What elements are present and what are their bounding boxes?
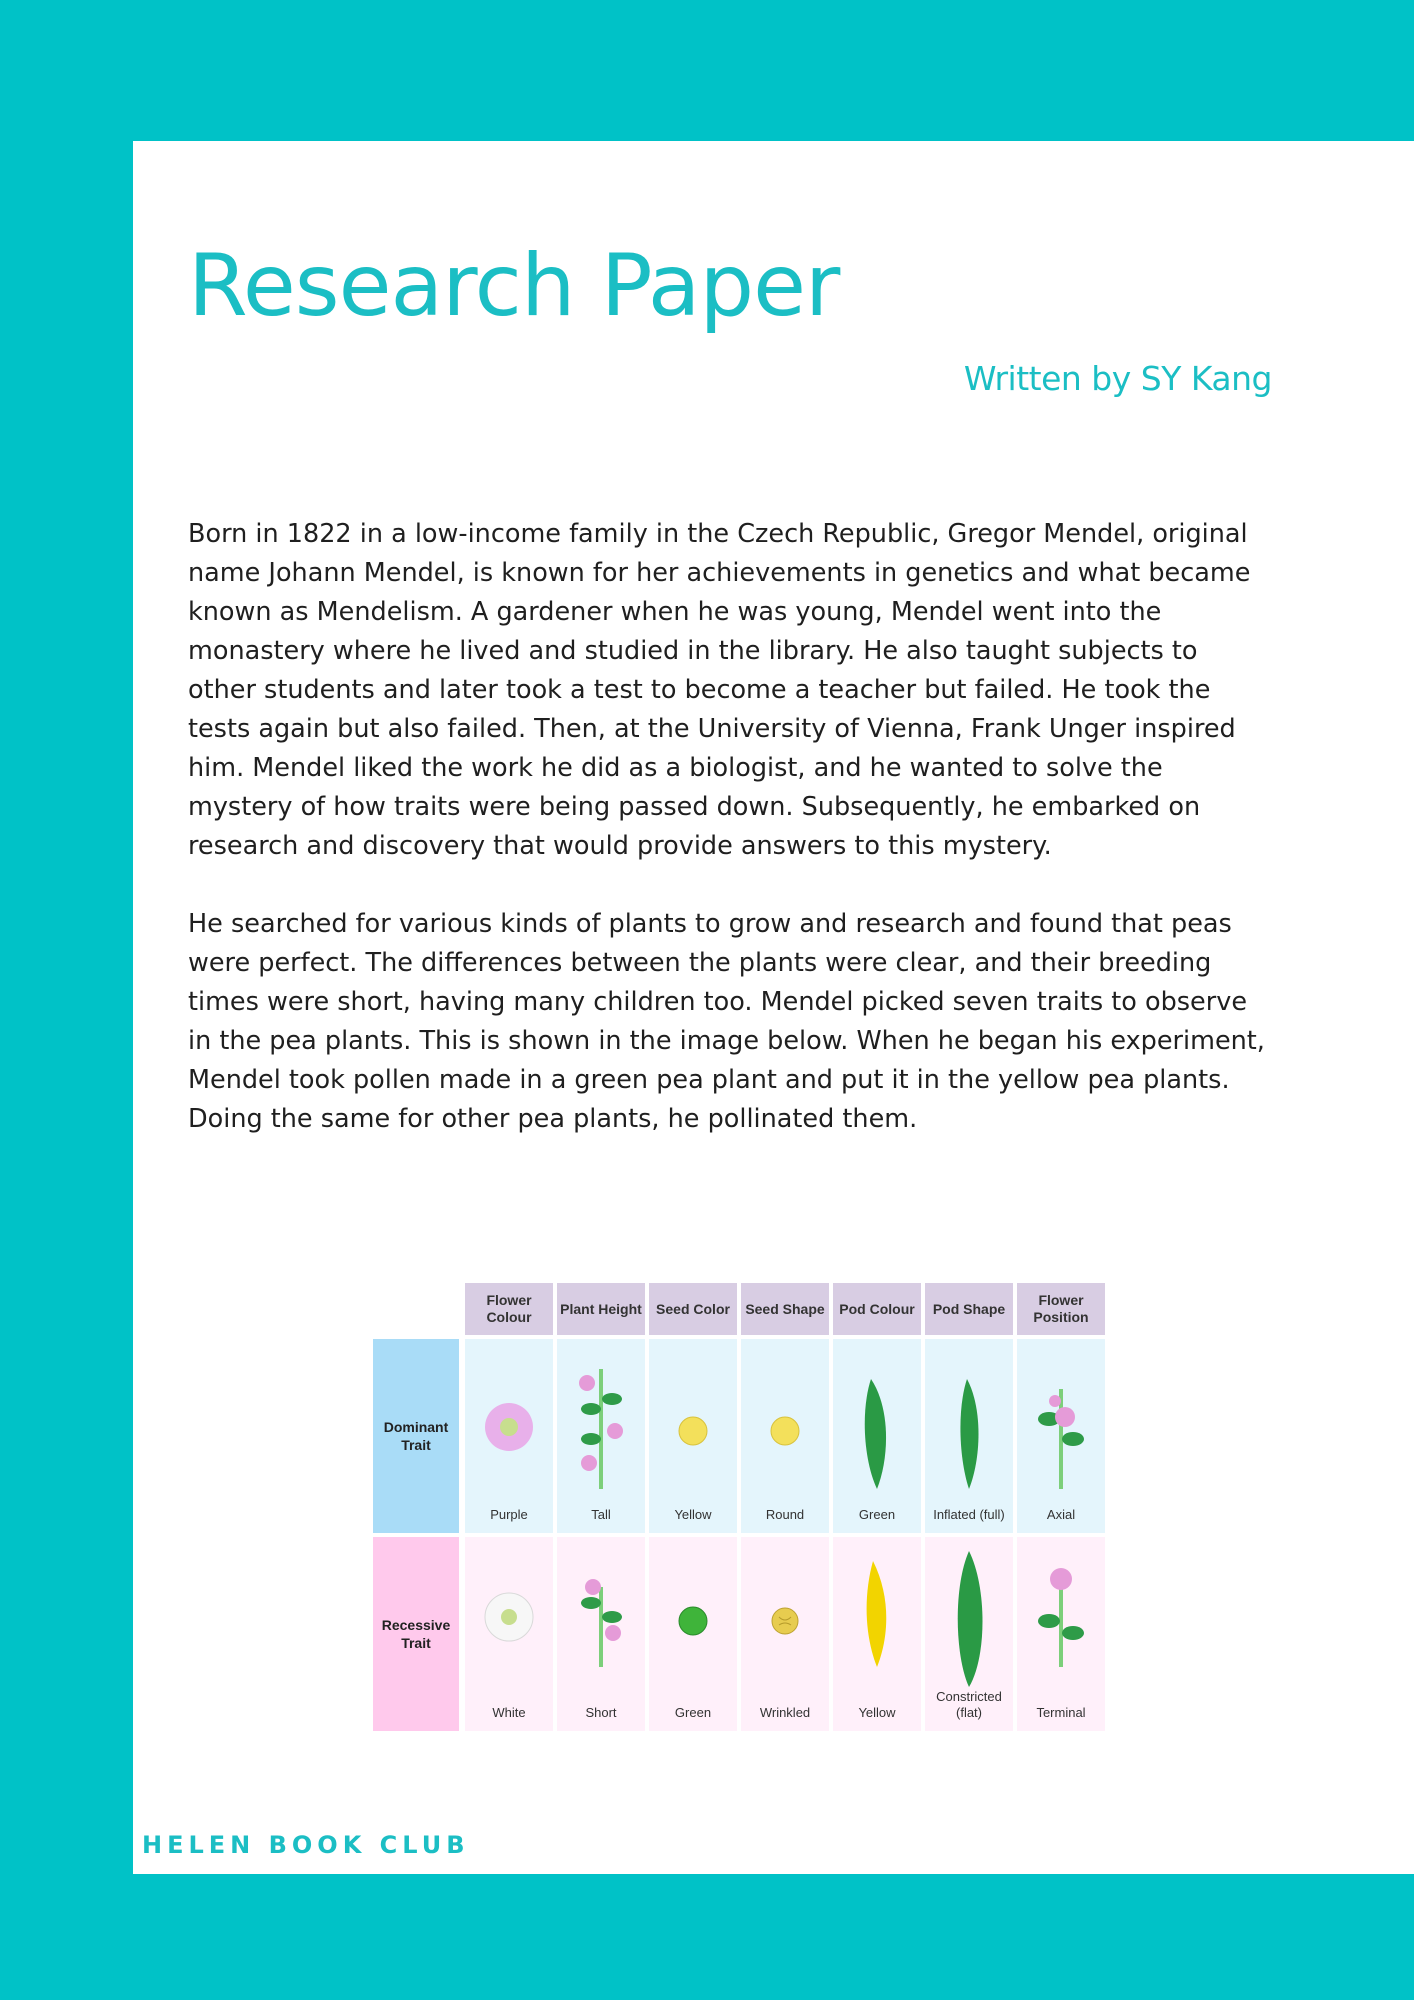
trait-illustration-icon	[1017, 1339, 1105, 1533]
dominant-trait-cell	[649, 1339, 737, 1533]
trait-label: Axial	[1046, 1507, 1076, 1522]
trait-illustration-icon	[741, 1537, 829, 1731]
trait-label: Yellow	[674, 1507, 712, 1522]
dominant-trait-cell	[1017, 1339, 1105, 1533]
trait-illustration-icon	[557, 1339, 645, 1533]
recessive-trait-cell	[833, 1537, 921, 1731]
trait-illustration-icon	[1017, 1537, 1105, 1731]
trait-label: Constricted (flat)	[936, 1689, 1002, 1720]
trait-column-header: Seed Shape	[741, 1283, 829, 1335]
trait-column-header: Seed Color	[649, 1283, 737, 1335]
trait-label: Wrinkled	[759, 1705, 811, 1720]
footer-brand: HELEN BOOK CLUB	[142, 1831, 470, 1859]
trait-illustration-icon	[557, 1537, 645, 1731]
trait-illustration-icon	[925, 1339, 1013, 1533]
trait-label: Inflated (full)	[933, 1507, 1005, 1522]
dominant-trait-cell	[557, 1339, 645, 1533]
trait-illustration-icon	[465, 1339, 553, 1533]
recessive-trait-cell	[649, 1537, 737, 1731]
dominant-trait-cell	[925, 1339, 1013, 1533]
trait-illustration-icon	[833, 1537, 921, 1731]
dominant-trait-cell	[465, 1339, 553, 1533]
recessive-trait-cell	[557, 1537, 645, 1731]
trait-column-header: Pod Colour	[833, 1283, 921, 1335]
trait-label: Terminal	[1036, 1705, 1086, 1720]
trait-label: Round	[765, 1507, 805, 1522]
trait-label: White	[492, 1705, 526, 1720]
trait-column-header: Flower Colour	[465, 1283, 553, 1335]
trait-illustration-icon	[649, 1339, 737, 1533]
paragraph: Born in 1822 in a low-income family in the Czech Republic, Gregor Mendel, original name Johann Mendel, is known for her achievements in genetics and what became known as Mendelism. A gardener when he was young, Mendel went into the monastery where he lived and studied in the library. He also taught subjects to other students and later took a test to become a teacher but failed. He took the tests again but also failed. Then, at the University of Vienna, Frank Unger inspired him. Mendel liked the work he did as a biologist, and he wanted to solve the mystery of how traits were being passed down. Subsequently, he embarked on research and discovery that would provide answers to this mystery.	[188, 519, 1251, 861]
trait-illustration-icon	[465, 1537, 553, 1731]
trait-label: Green	[674, 1705, 712, 1720]
trait-illustration-icon	[833, 1339, 921, 1533]
document-page	[133, 141, 1414, 1874]
trait-column-header: Plant Height	[557, 1283, 645, 1335]
trait-label: Tall	[591, 1507, 611, 1522]
trait-column-header: Pod Shape	[925, 1283, 1013, 1335]
trait-label: Green	[858, 1507, 896, 1522]
recessive-trait-cell	[465, 1537, 553, 1731]
dominant-trait-cell	[833, 1339, 921, 1533]
body-text	[188, 515, 1268, 1178]
recessive-trait-cell	[741, 1537, 829, 1731]
trait-illustration-icon	[649, 1537, 737, 1731]
page-title: Research Paper	[188, 236, 840, 336]
author-line: Written by SY Kang	[963, 359, 1272, 398]
recessive-trait-cell	[1017, 1537, 1105, 1731]
recessive-trait-cell	[925, 1537, 1013, 1731]
trait-illustration-icon	[741, 1339, 829, 1533]
recessive-row-header: Recessive Trait	[373, 1537, 459, 1731]
trait-label: Yellow	[858, 1705, 896, 1720]
paragraph: He searched for various kinds of plants to grow and research and found that peas were perfect. The differences between the plants were clear, and their breeding times were short, having many children too. Mendel picked seven traits to observe in the pea plants. This is shown in the image below. When he began his experiment, Mendel took pollen made in a green pea plant and put it in the yellow pea plants. Doing the same for other pea plants, he pollinated them.	[188, 909, 1265, 1134]
dominant-row-header: Dominant Trait	[373, 1339, 459, 1533]
mendel-traits-figure	[373, 1283, 1109, 1733]
trait-column-header: Flower Position	[1017, 1283, 1105, 1335]
trait-label: Purple	[490, 1507, 528, 1522]
dominant-trait-cell	[741, 1339, 829, 1533]
trait-label: Short	[585, 1705, 617, 1720]
